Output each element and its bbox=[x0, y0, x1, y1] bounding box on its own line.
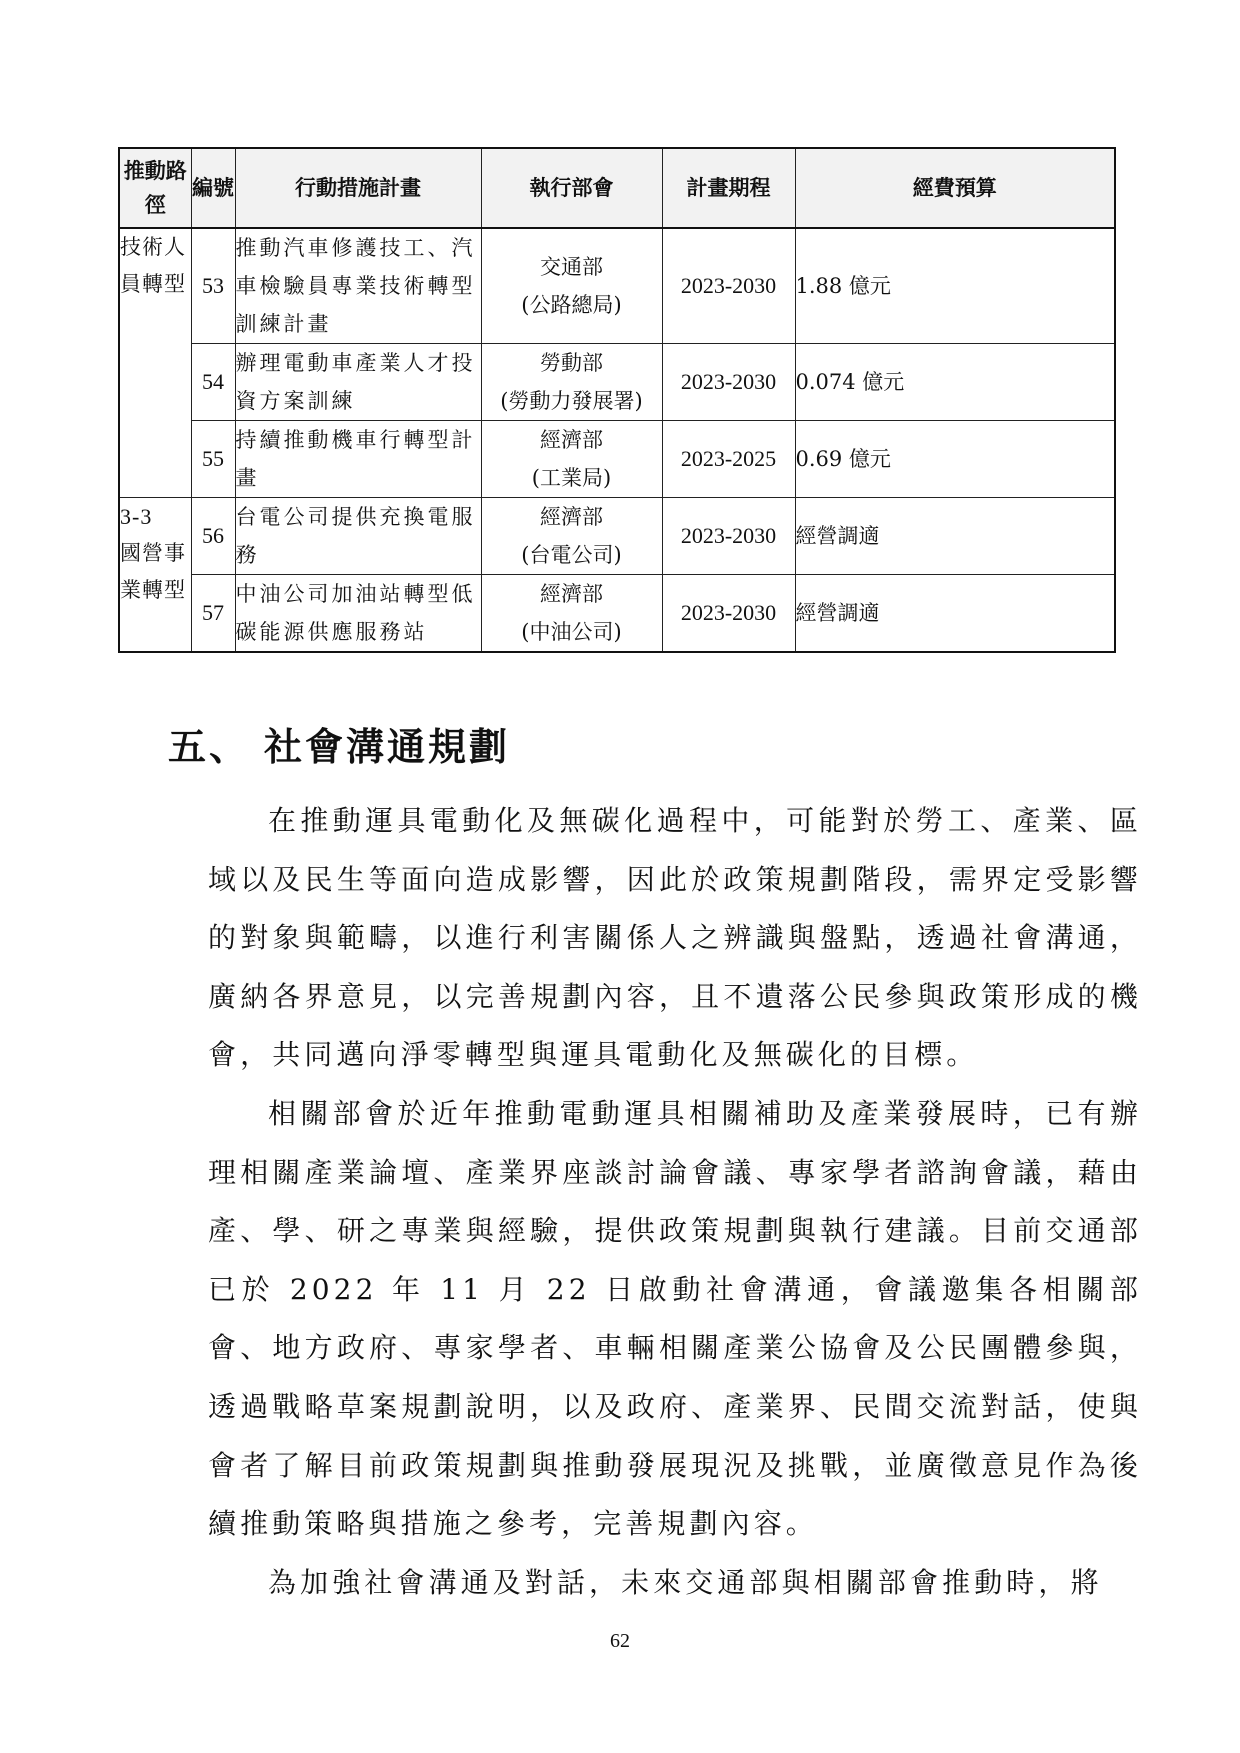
table-row bbox=[119, 421, 1115, 498]
department-agency: (中油公司) bbox=[521, 620, 622, 644]
paragraph: 在推動運具電動化及無碳化過程中，可能對於勞工、產業、區域以及民生等面向造成影響，因此於政策規劃階段，需界定受影響的對象與範疇，以進行利害關係人之辨識與盤點，透過社會溝通，廣納各界意見，以完善規劃內容，且不遺落公民參與政策形成的機會，共同邁向淨零轉型與運具電動化及無碳化的目標。 bbox=[208, 804, 1142, 1072]
department-agency: (勞動力發展署) bbox=[500, 389, 643, 413]
period-cell: 2023-2030 bbox=[662, 498, 795, 575]
body-text bbox=[208, 792, 1142, 1612]
budget-cell: 經營調適 bbox=[795, 575, 1115, 653]
section-heading bbox=[168, 716, 510, 771]
row-number: 56 bbox=[191, 498, 235, 575]
budget-cell: 0.074 億元 bbox=[795, 344, 1115, 421]
budget-cell: 經營調適 bbox=[795, 498, 1115, 575]
department-name: 交通部 bbox=[540, 255, 603, 279]
paragraph: 相關部會於近年推動電動運具相關補助及產業發展時，已有辦理相關產業論壇、產業界座談討論會議、專家學者諮詢會議，藉由產、學、研之專業與經驗，提供政策規劃與執行建議。目前交通部已於 2022 年 11 月 22 日啟動社會溝通，會議邀集各相關部會、地方政府、專家學者、車輛相關產業公協會及公民團體參與，透過戰略草案規劃說明，以及政府、產業界、民間交流對話，使與會者了解目前政策規劃與推動發展現況及挑戰，並廣徵意見作為後續推動策略與措施之參考，完善規劃內容。 bbox=[208, 1096, 1142, 1541]
period-cell: 2023-2030 bbox=[662, 575, 795, 653]
department-cell bbox=[481, 421, 662, 498]
row-number: 53 bbox=[191, 228, 235, 344]
measure-cell: 推動汽車修護技工、汽車檢驗員專業技術轉型訓練計畫 bbox=[235, 228, 481, 344]
header-measure: 行動措施計畫 bbox=[235, 148, 481, 228]
row-number: 57 bbox=[191, 575, 235, 653]
department-cell bbox=[481, 344, 662, 421]
measure-cell: 辦理電動車產業人才投資方案訓練 bbox=[235, 344, 481, 421]
table-row bbox=[119, 575, 1115, 653]
path-code: 3-3 bbox=[120, 504, 153, 529]
table-row bbox=[119, 344, 1115, 421]
measure-cell: 持續推動機車行轉型計畫 bbox=[235, 421, 481, 498]
period-cell: 2023-2030 bbox=[662, 228, 795, 344]
header-period: 計畫期程 bbox=[662, 148, 795, 228]
header-path: 推動路徑 bbox=[119, 148, 191, 228]
department-agency: (台電公司) bbox=[521, 543, 622, 567]
path-cell: 技術人員轉型 bbox=[119, 228, 191, 498]
period-cell: 2023-2030 bbox=[662, 344, 795, 421]
department-cell bbox=[481, 575, 662, 653]
department-name: 經濟部 bbox=[540, 582, 603, 606]
measure-cell: 中油公司加油站轉型低碳能源供應服務站 bbox=[235, 575, 481, 653]
table-row bbox=[119, 498, 1115, 575]
table-row bbox=[119, 228, 1115, 344]
table-header-row bbox=[119, 148, 1115, 228]
department-agency: (公路總局) bbox=[521, 293, 622, 317]
department-cell bbox=[481, 228, 662, 344]
header-budget: 經費預算 bbox=[795, 148, 1115, 228]
section-number: 五、 bbox=[168, 724, 251, 769]
section-title: 社會溝通規劃 bbox=[264, 724, 511, 769]
budget-cell: 0.69 億元 bbox=[795, 421, 1115, 498]
path-cell: 3-3 國營事業轉型 bbox=[119, 498, 191, 653]
department-cell bbox=[481, 498, 662, 575]
header-number: 編號 bbox=[191, 148, 235, 228]
header-department: 執行部會 bbox=[481, 148, 662, 228]
row-number: 55 bbox=[191, 421, 235, 498]
paragraph: 為加強社會溝通及對話，未來交通部與相關部會推動時，將 bbox=[268, 1565, 1103, 1599]
page-number: 62 bbox=[610, 1630, 630, 1652]
department-name: 經濟部 bbox=[540, 428, 603, 452]
department-agency: (工業局) bbox=[531, 466, 612, 490]
row-number: 54 bbox=[191, 344, 235, 421]
measure-cell: 台電公司提供充換電服務 bbox=[235, 498, 481, 575]
department-name: 勞動部 bbox=[540, 351, 603, 375]
budget-cell: 1.88 億元 bbox=[795, 228, 1115, 344]
action-plan-table bbox=[118, 147, 1116, 653]
department-name: 經濟部 bbox=[540, 505, 603, 529]
period-cell: 2023-2025 bbox=[662, 421, 795, 498]
